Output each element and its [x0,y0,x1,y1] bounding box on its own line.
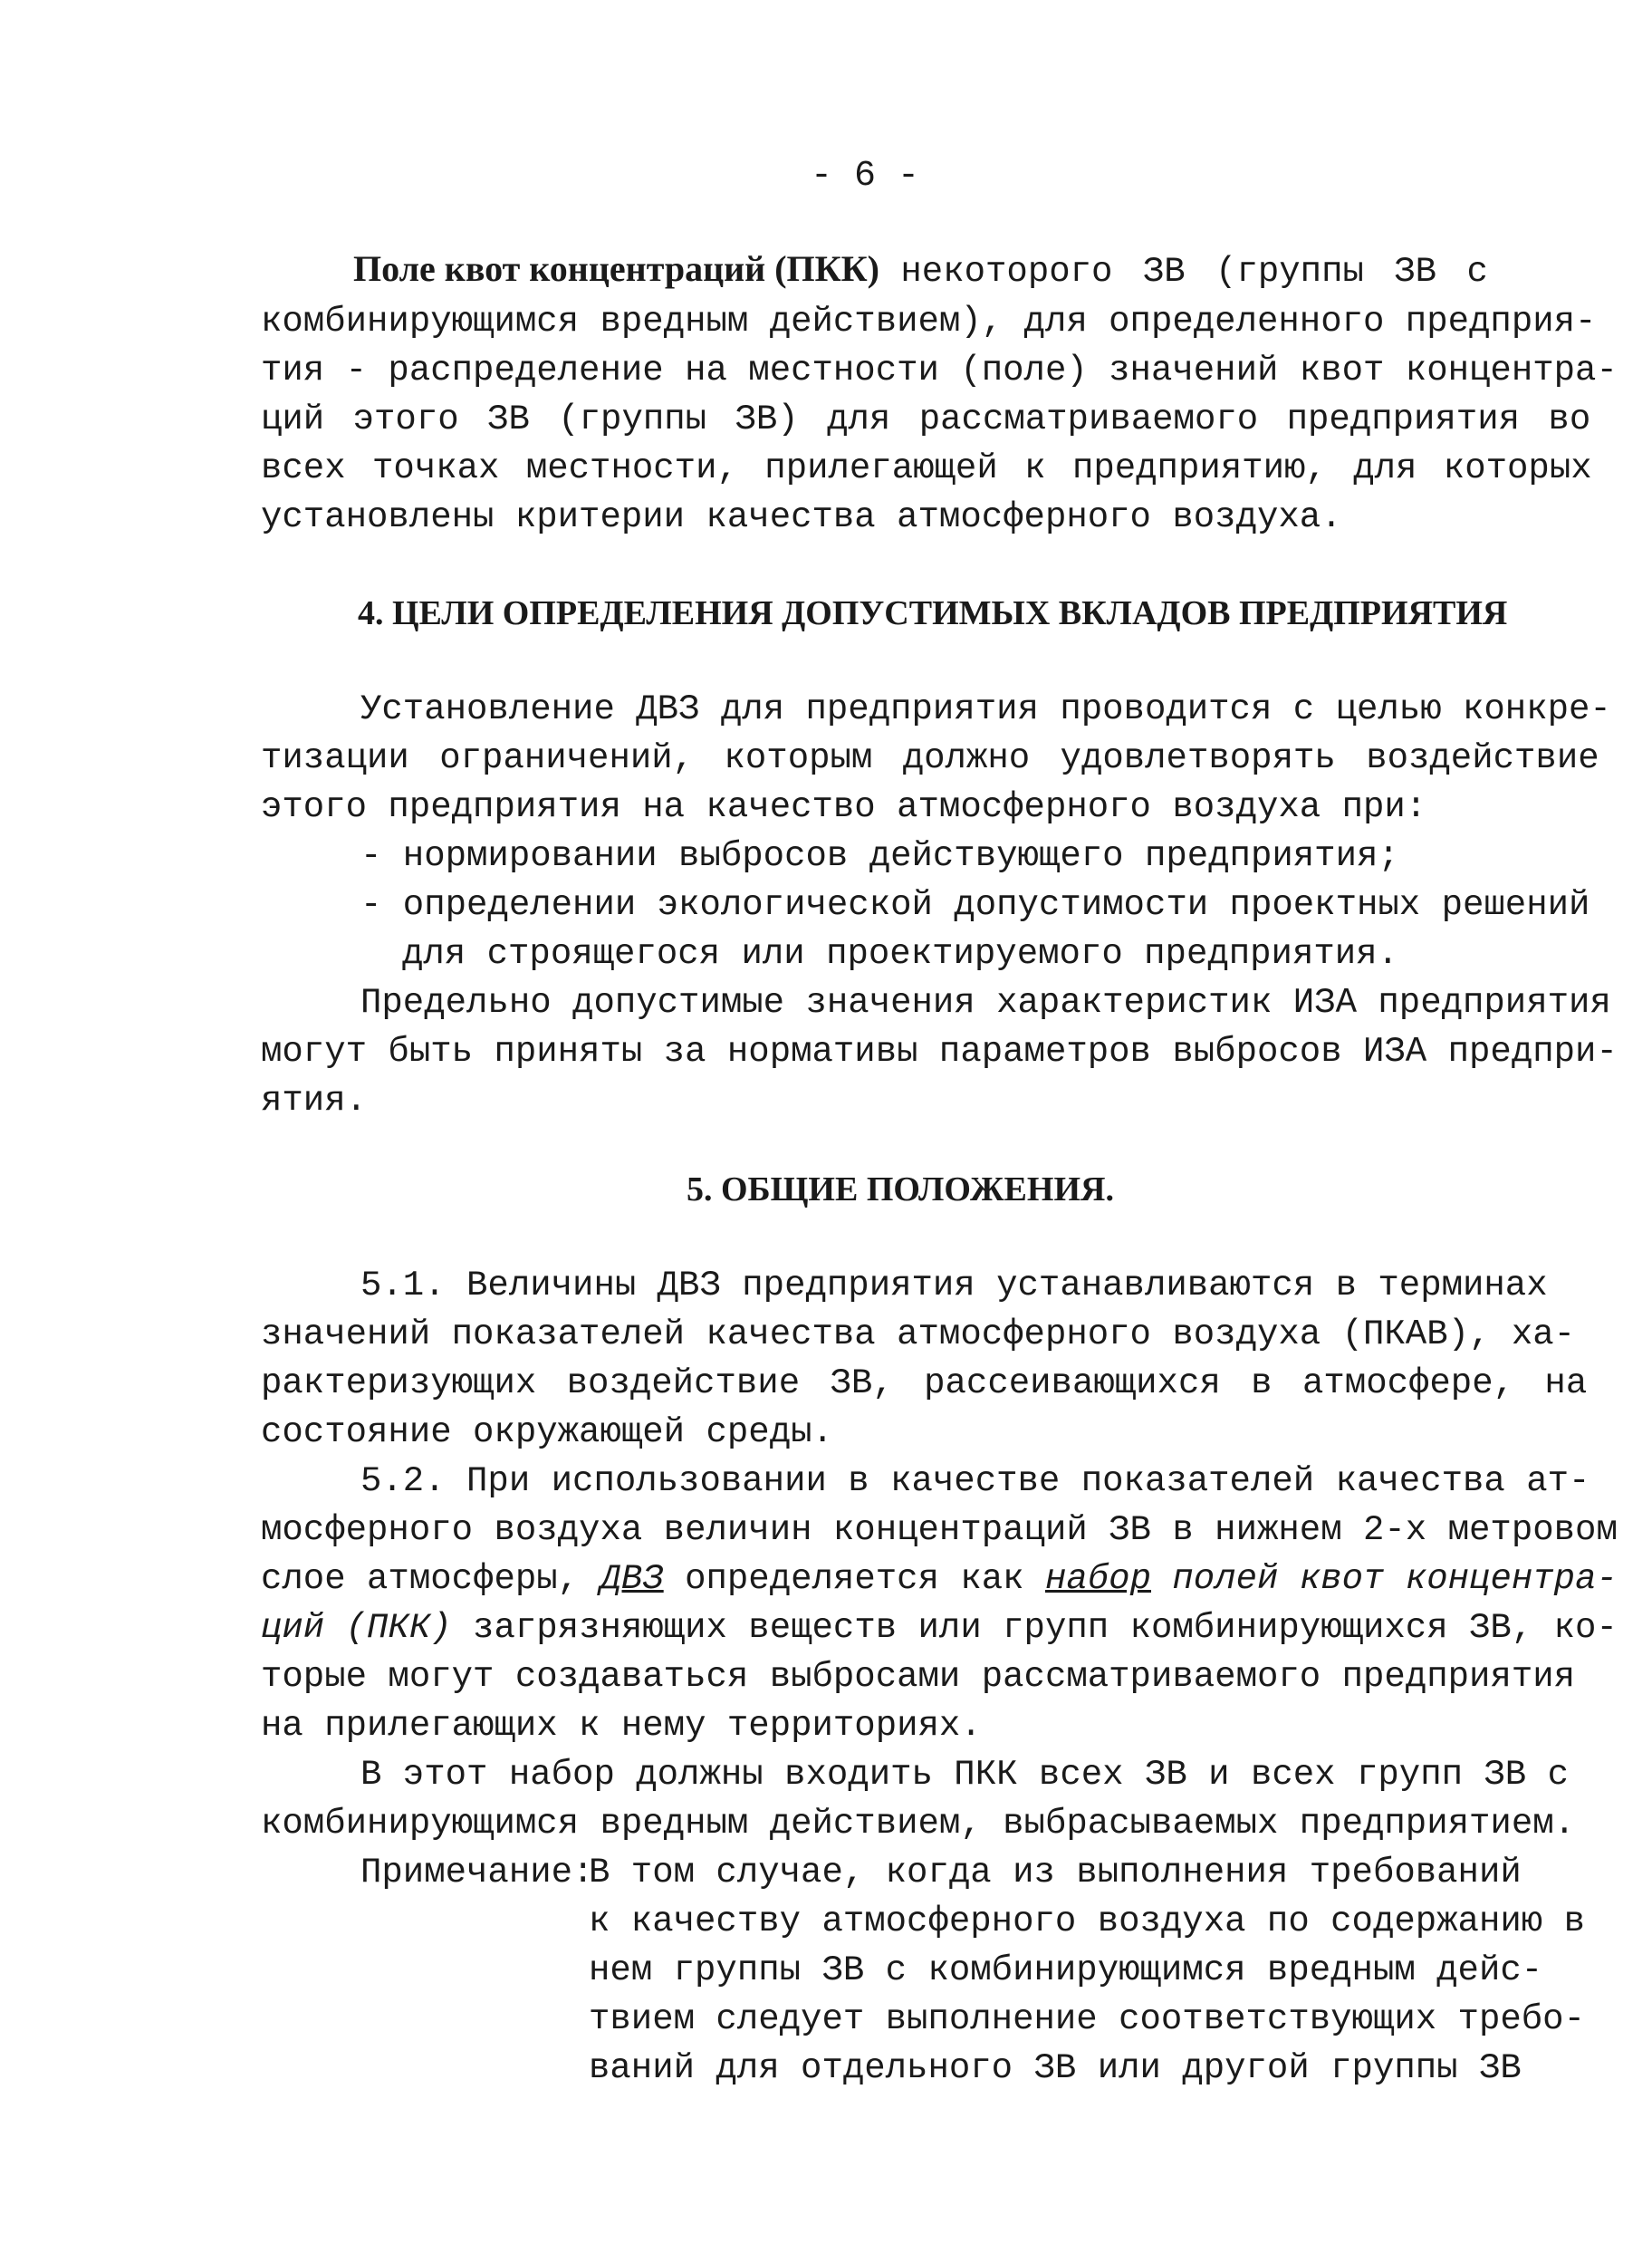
definition-line-2: комбинирующимся вредным действием), для определенного предприя- [261,302,1597,342]
note-line-5: ваний для отдельного ЗВ или другой группы ЗВ [589,2048,1522,2088]
s5-2-line-3-a: слое атмосферы, [261,1559,600,1599]
s5-1-line-1: 5.1. Величины ДВЗ предприятия устанавливаются в терминах [360,1266,1548,1305]
s4-bullet-2-line-2: для строящегося или проектируемого предприятия. [402,934,1398,974]
note-label: Примечание: [360,1853,594,1892]
s5-2-line-5: торые могут создаваться выбросами рассматриваемого предприятия [261,1657,1576,1697]
s5-2-line-4-b: загрязняющих веществ или групп комбинирующихся ЗВ, ко- [451,1608,1618,1648]
s5-1-line-3: рактеризующих воздействие ЗВ, рассеивающихся в атмосфере, на [261,1363,1588,1403]
definition-line-5: всех точках местности, прилегающей к предприятию, для которых [261,448,1592,488]
s5-2-line-3 [261,1556,1618,1602]
s5-2-line-3-b: определяется как [663,1559,1045,1599]
note-line-2: к качеству атмосферного воздуха по содержанию в [589,1902,1585,1941]
s4-p2-line-3: ятия. [261,1081,368,1121]
s5-2-line-6: на прилегающих к нему территориях. [261,1706,982,1746]
note-line-3: нем группы ЗВ с комбинирующимся вредным дейс- [589,1950,1543,1990]
definition-line-4: ций этого ЗВ (группы ЗВ) для рассматриваемого предприятия во [261,400,1591,439]
note-line-4: твием следует выполнение соответствующих требо- [589,1999,1585,2039]
s5-2-line-3-c: полей квот концентра- [1151,1559,1618,1599]
s5-2-line-4 [261,1605,1618,1651]
s4-bullet-2-line-1: - определении экологической допустимости проектных решений [360,885,1590,925]
s5-2-line-2: мосферного воздуха величин концентраций ЗВ в нижнем 2-х метровом [261,1510,1618,1550]
s5-3-line-1: В этот набор должны входить ПКК всех ЗВ и всех групп ЗВ с [360,1755,1570,1795]
s5-3-line-2: комбинирующимся вредным действием, выбрасываемых предприятием. [261,1804,1576,1844]
section-4-heading: 4. ЦЕЛИ ОПРЕДЕЛЕНИЯ ДОПУСТИМЫХ ВКЛАДОВ ПРЕДПРИЯТИЯ [358,594,1508,632]
definition-line-1-rest: некоторого ЗВ (группы ЗВ с [900,252,1488,292]
nabor-emphasis: набор [1044,1559,1151,1599]
s5-2-line-1: 5.2. При использовании в качестве показателей качества ат- [360,1461,1590,1501]
section-5-heading: 5. ОБЩИЕ ПОЛОЖЕНИЯ. [687,1170,1114,1208]
pkk-emphasis: ций (ПКК) [261,1608,452,1648]
definition-line-6: установлены критерии качества атмосферного воздуха. [261,497,1342,537]
definition-line-3: тия - распределение на местности (поле) значений квот концентра- [261,351,1618,390]
s4-p1-line-3: этого предприятия на качество атмосферного воздуха при: [261,787,1427,827]
s4-p2-line-1: Предельно допустимые значения характеристик ИЗА предприятия [360,983,1611,1023]
s4-p1-line-1: Установление ДВЗ для предприятия проводится с целью конкре- [360,689,1611,729]
s5-1-line-4: состояние окружающей среды. [261,1412,833,1452]
s4-bullet-1: - нормировании выбросов действующего предприятия; [360,836,1399,876]
note-line-1: В том случае, когда из выполнения требований [589,1853,1522,1892]
s4-p1-line-2: тизации ограничений, которым должно удовлетворять воздействие [261,738,1599,778]
dvz-emphasis: ДВЗ [600,1559,664,1599]
definition-line-1 [353,246,1488,294]
s5-1-line-2: значений показателей качества атмосферного воздуха (ПКАВ), ха- [261,1314,1576,1354]
page-number: - 6 - [811,156,920,197]
s4-p2-line-2: могут быть приняты за нормативы параметров выбросов ИЗА предпри- [261,1032,1618,1072]
definition-term: Поле квот концентраций (ПКК) [353,248,879,289]
